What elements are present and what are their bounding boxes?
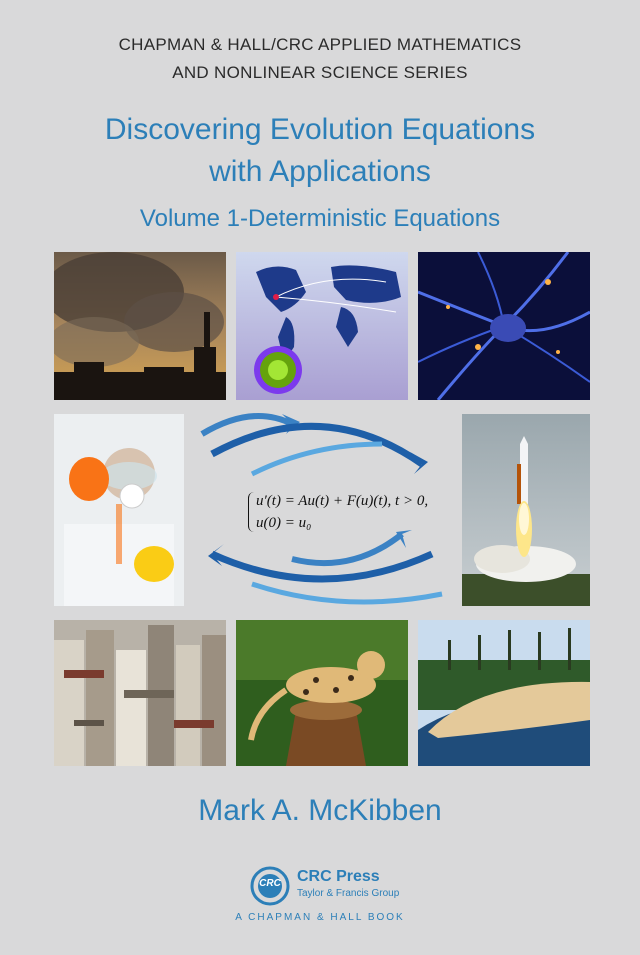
photo-neuron	[418, 252, 590, 400]
photo-coastline	[418, 620, 590, 766]
publisher-group: Taylor & Francis Group	[297, 888, 400, 899]
publisher-name: CRC Press	[297, 868, 380, 885]
series-line-2: AND NONLINEAR SCIENCE SERIES	[172, 63, 468, 82]
photo-city	[54, 620, 226, 766]
crc-logo	[250, 866, 290, 906]
photo-world-map	[236, 252, 408, 400]
photo-rocket-launch	[462, 414, 590, 606]
author-name: Mark A. McKibben	[198, 794, 442, 827]
equation-line-1: u′(t) = Au(t) + F(u)(t), t > 0,	[256, 493, 429, 509]
series-line-1: CHAPMAN & HALL/CRC APPLIED MATHEMATICS	[118, 35, 522, 54]
crc-logo-text: CRC	[259, 878, 281, 889]
subtitle: Volume 1-Deterministic Equations	[139, 205, 501, 232]
publisher-imprint: A CHAPMAN & HALL BOOK	[235, 912, 405, 923]
title-line-1: Discovering Evolution Equations	[104, 113, 536, 146]
photo-chemist	[54, 414, 184, 606]
equation-line-2: u(0) = u₀	[256, 515, 312, 531]
title-line-2: with Applications	[209, 155, 431, 188]
photo-leopard	[236, 620, 408, 766]
equation-brace	[248, 492, 255, 532]
evolution-diagram	[192, 404, 454, 612]
photo-pollution	[54, 252, 226, 400]
